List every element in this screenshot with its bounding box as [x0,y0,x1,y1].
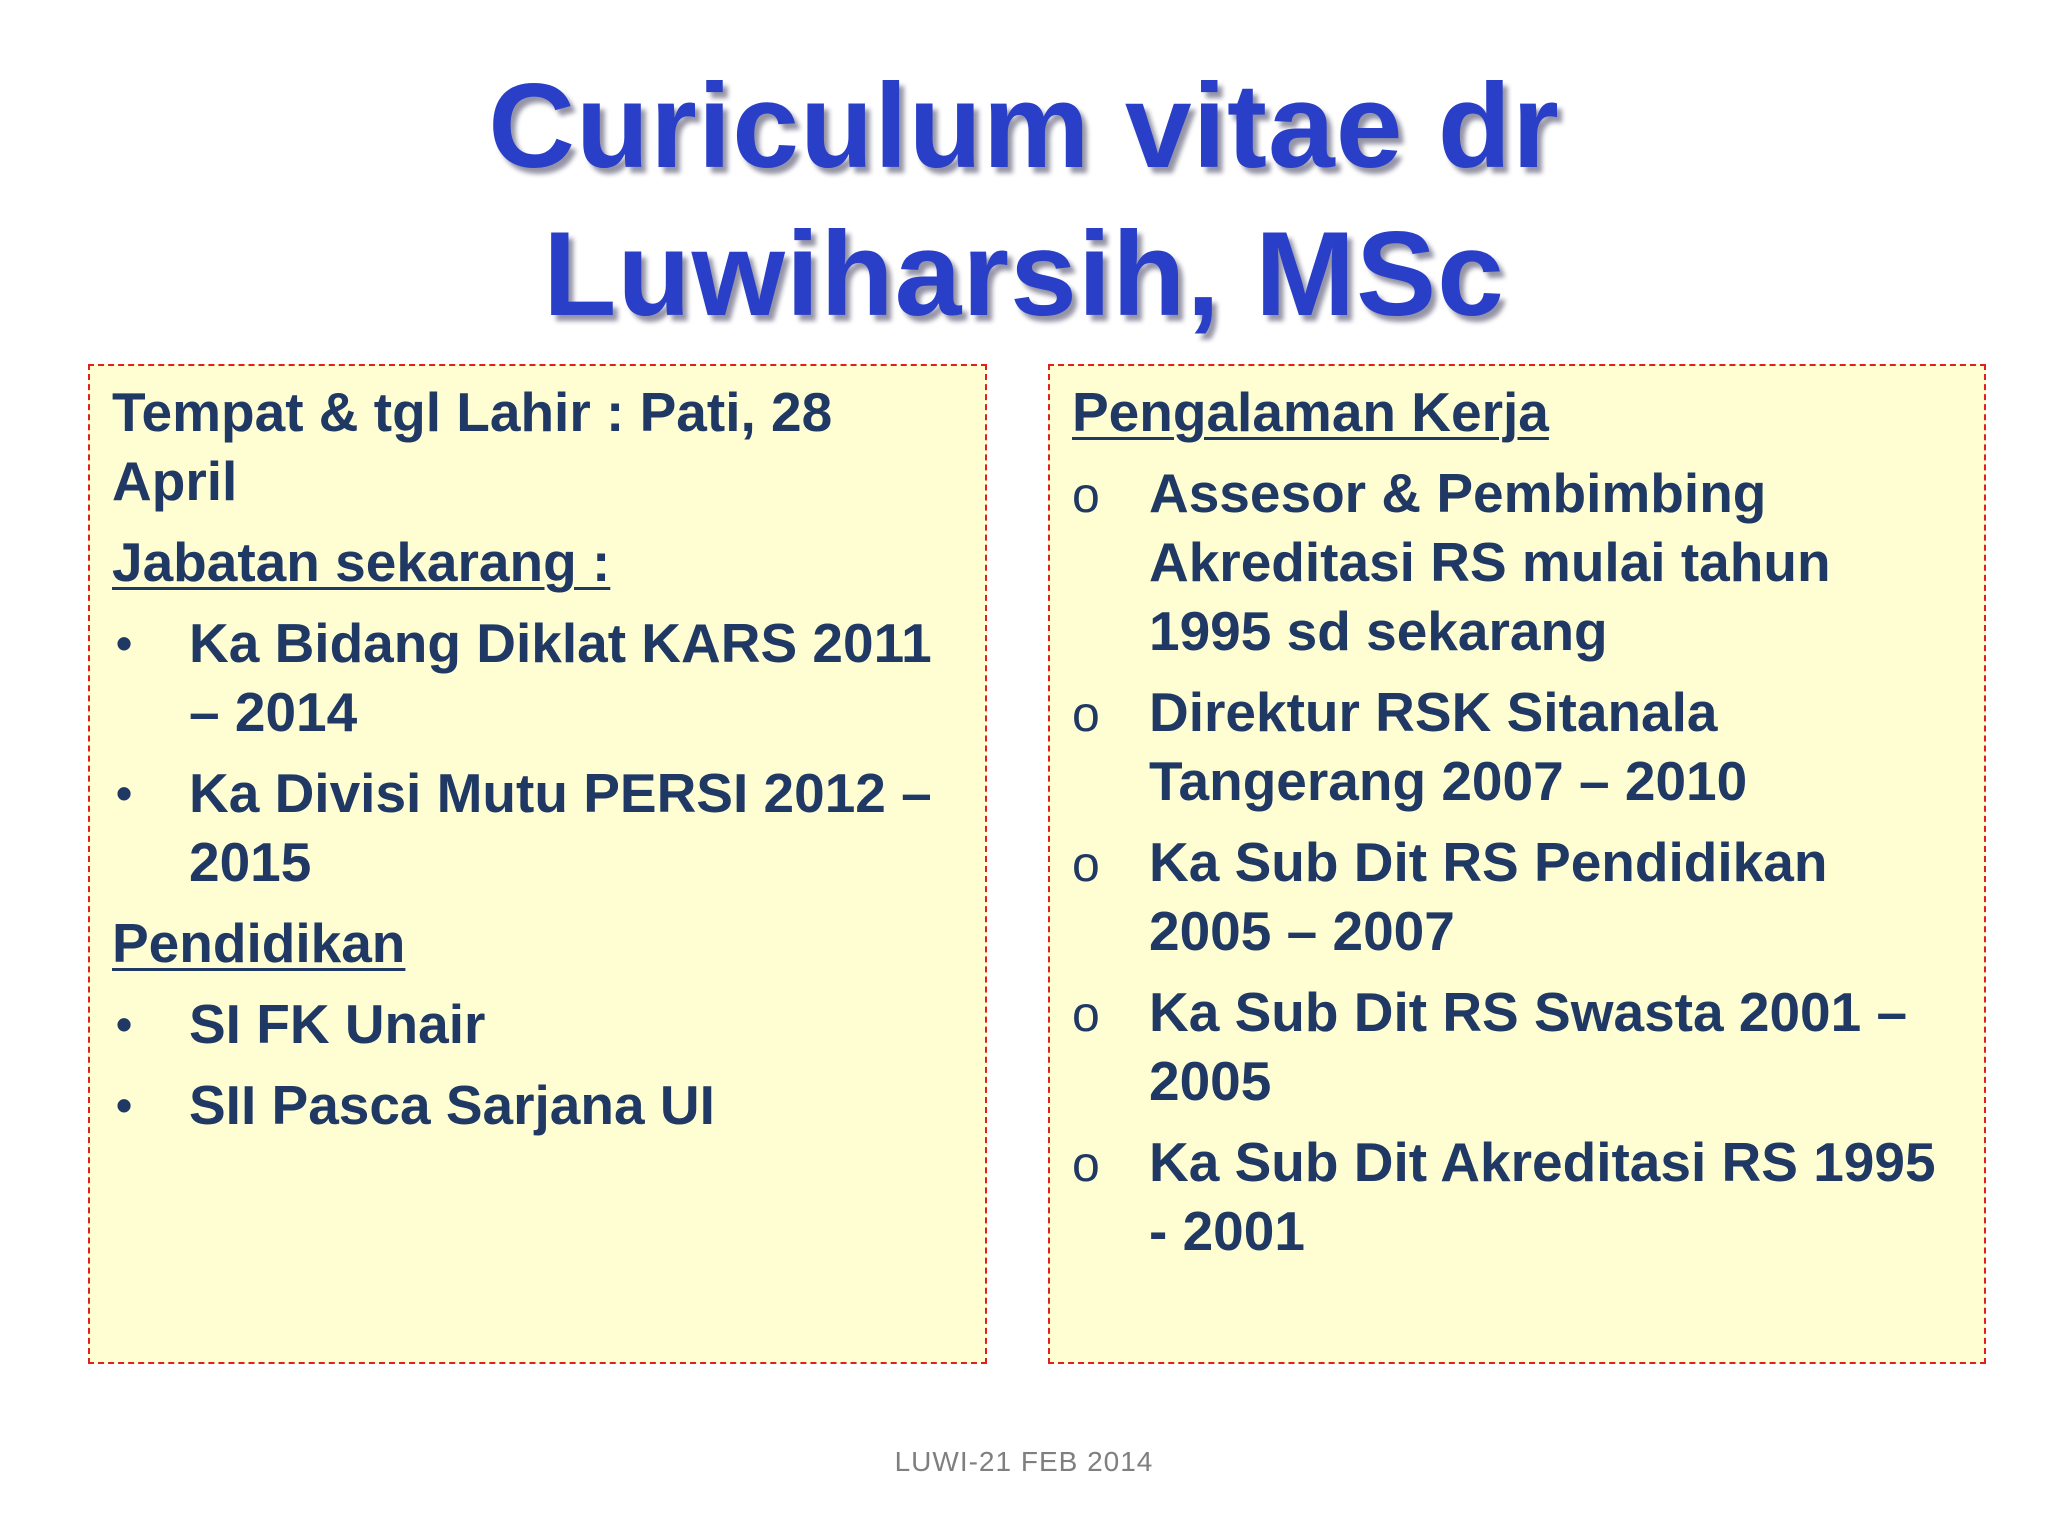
current-position-heading: Jabatan sekarang : [112,531,611,593]
slide-title [0,52,2048,348]
experience-item [1072,1128,1964,1266]
bullet-icon: • [116,767,133,819]
experience-item [1072,459,1964,666]
experience-text: Ka Sub Dit RS Swasta 2001 – 2005 [1149,981,1908,1112]
education-item [112,1071,965,1140]
work-experience-panel [1048,364,1986,1364]
circle-bullet-icon: o [1072,836,1100,892]
bullet-icon: • [116,998,133,1050]
experience-item [1072,978,1964,1116]
experience-text: Direktur RSK Sitanala Tangerang 2007 – 2010 [1149,681,1748,812]
birth-info: Tempat & tgl Lahir : Pati, 28 April [112,381,833,512]
work-experience-heading: Pengalaman Kerja [1072,381,1549,443]
circle-bullet-icon: o [1072,1136,1100,1192]
title-line-1: Curiculum vitae dr [488,59,1560,193]
experience-item [1072,828,1964,966]
education-text: SI FK Unair [189,993,486,1055]
position-item [112,609,965,747]
education-heading: Pendidikan [112,912,406,974]
position-text: Ka Bidang Diklat KARS 2011 – 2014 [189,612,932,743]
experience-text: Ka Sub Dit RS Pendidikan 2005 – 2007 [1149,831,1828,962]
experience-text: Assesor & Pembimbing Akreditasi RS mulai tahun 1995 sd sekarang [1149,462,1831,662]
position-item [112,759,965,897]
bullet-icon: • [116,1079,133,1131]
experience-item [1072,678,1964,816]
education-item [112,990,965,1059]
footer-date: LUWI-21 FEB 2014 [894,1446,1154,1477]
bullet-icon: • [116,617,133,669]
education-text: SII Pasca Sarjana UI [189,1074,715,1136]
circle-bullet-icon: o [1072,467,1100,523]
circle-bullet-icon: o [1072,986,1100,1042]
experience-text: Ka Sub Dit Akreditasi RS 1995 - 2001 [1149,1131,1936,1262]
circle-bullet-icon: o [1072,686,1100,742]
position-text: Ka Divisi Mutu PERSI 2012 – 2015 [189,762,932,893]
title-line-2: Luwiharsih, MSc [543,207,1505,341]
personal-info-panel [88,364,987,1364]
